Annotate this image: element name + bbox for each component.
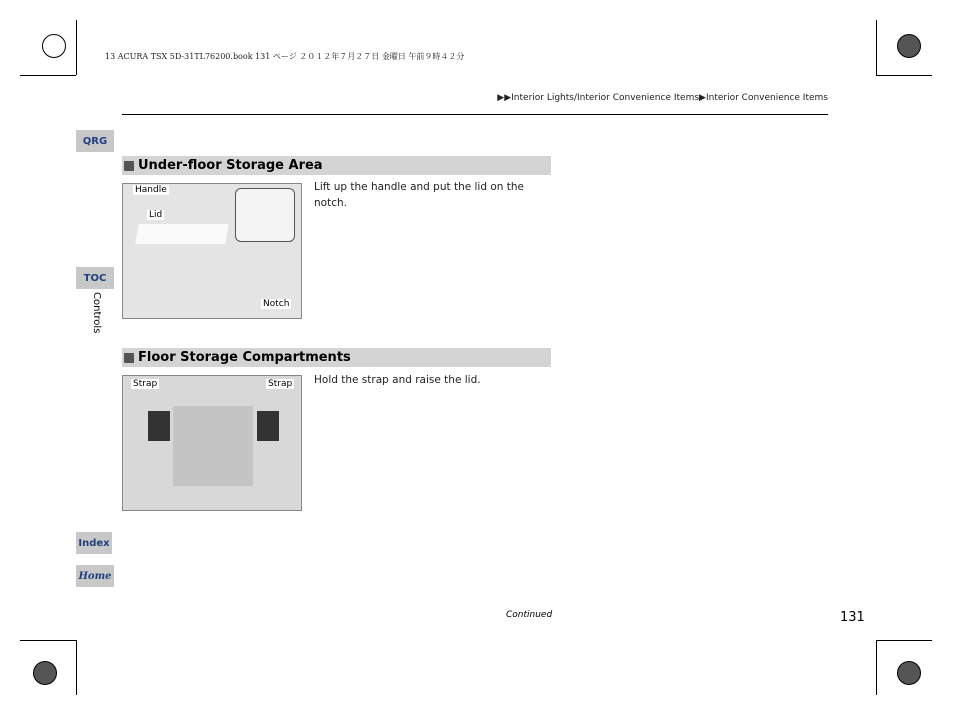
- toc-button[interactable]: TOC: [76, 267, 114, 289]
- label-strap-left: Strap: [133, 379, 158, 389]
- qrg-button[interactable]: QRG: [76, 130, 114, 152]
- crop-mark: [76, 20, 77, 75]
- section-title-floor: [122, 348, 551, 367]
- registration-mark-icon: [42, 34, 66, 58]
- crop-mark: [20, 640, 76, 641]
- left-compartment-lid: [148, 411, 170, 441]
- header-rule: [122, 114, 828, 115]
- crop-mark: [76, 640, 77, 695]
- section-title-text: Floor Storage Compartments: [138, 350, 351, 365]
- home-button[interactable]: Home: [76, 565, 114, 587]
- label-lid: Lid: [149, 210, 163, 220]
- crop-mark: [876, 20, 877, 75]
- index-button[interactable]: Index: [76, 532, 112, 554]
- section-title-underfloor: [122, 156, 551, 175]
- crop-mark: [20, 75, 76, 76]
- label-strap-right: Strap: [268, 379, 293, 389]
- page-number: 131: [840, 610, 865, 625]
- registration-mark-icon: [33, 661, 57, 685]
- crop-mark: [876, 640, 877, 695]
- breadcrumb-sep: ▶: [699, 93, 706, 103]
- registration-mark-icon: [897, 34, 921, 58]
- underfloor-text: Lift up the handle and put the lid on the notch.: [314, 181, 525, 209]
- square-bullet-icon: [124, 353, 134, 363]
- underfloor-illustration: [122, 183, 302, 319]
- section-label: Controls: [91, 292, 102, 334]
- right-compartment-lid: [257, 411, 279, 441]
- breadcrumb: [497, 93, 828, 103]
- label-handle: Handle: [135, 185, 167, 195]
- registration-mark-icon: [897, 661, 921, 685]
- breadcrumb-link-2[interactable]: Interior Convenience Items: [705, 93, 828, 103]
- continued-label: Continued: [506, 610, 553, 620]
- section-title-text: Under-floor Storage Area: [138, 158, 323, 173]
- square-bullet-icon: [124, 161, 134, 171]
- print-header: 13 ACURA TSX 5D-31TL76200.book 131 ページ ２０１２年７月２７日 金曜日 午前９時４２分: [105, 52, 465, 61]
- crop-mark: [876, 640, 932, 641]
- breadcrumb-link-1[interactable]: Interior Lights/Interior Convenience Items: [511, 93, 700, 103]
- floor-illustration: [122, 375, 302, 511]
- floor-text: Hold the strap and raise the lid.: [314, 374, 481, 386]
- crop-mark: [876, 75, 932, 76]
- lid-shape: [135, 224, 229, 244]
- handle-inset: [235, 188, 295, 242]
- label-notch: Notch: [263, 299, 290, 309]
- cargo-floor: [173, 406, 253, 486]
- breadcrumb-arrows: ▶▶: [497, 93, 512, 103]
